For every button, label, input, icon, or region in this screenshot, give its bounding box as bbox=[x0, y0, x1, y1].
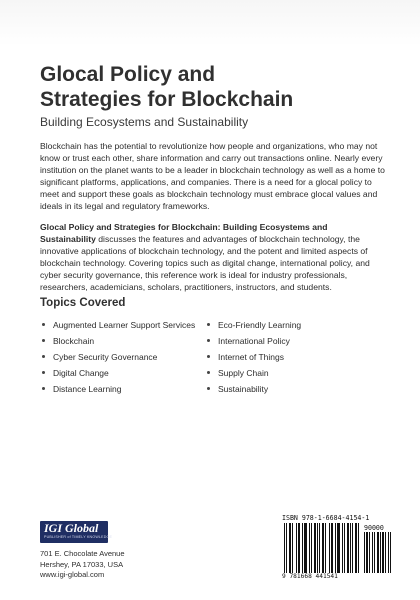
barcode-addon-icon bbox=[364, 532, 391, 573]
publisher-website: www.igi-global.com bbox=[40, 570, 105, 579]
logo-subtext: PUBLISHER of TIMELY KNOWLEDGE bbox=[44, 535, 113, 539]
title-line-1: Glocal Policy and bbox=[40, 63, 216, 86]
topic-item bbox=[40, 381, 205, 397]
bullet-icon bbox=[207, 387, 210, 390]
topic-label: Supply Chain bbox=[218, 368, 269, 378]
topic-label: International Policy bbox=[218, 336, 290, 346]
bullet-icon bbox=[207, 323, 210, 326]
book-title bbox=[40, 62, 380, 112]
topics-list bbox=[40, 317, 390, 397]
topic-item bbox=[40, 317, 205, 333]
book-subtitle: Building Ecosystems and Sustainability bbox=[40, 115, 249, 129]
topic-item bbox=[205, 365, 375, 381]
topic-label: Cyber Security Governance bbox=[53, 352, 158, 362]
barcode-digits: 9 781668 441541 bbox=[282, 573, 338, 580]
paragraph-2-text: discusses the features and advantages of blockchain technology, the innovative applications of blockchain technology, and the potent and limited aspects of blockchain technology. Covering topics such as digital change, international policy, and cyber security governance, this reference work is ideal for industry professionals, researchers, academicians, scholars, practitioners, instructors, and students. bbox=[40, 234, 370, 292]
bullet-icon bbox=[42, 323, 45, 326]
barcode-icon bbox=[284, 523, 362, 573]
address-line-1: 701 E. Chocolate Avenue bbox=[40, 549, 125, 558]
bullet-icon bbox=[42, 355, 45, 358]
address-line-2: Hershey, PA 17033, USA bbox=[40, 559, 124, 569]
igi-global-logo bbox=[40, 521, 113, 543]
topic-item bbox=[205, 349, 375, 365]
isbn-barcode-block bbox=[282, 514, 392, 584]
topic-item bbox=[40, 365, 205, 381]
topic-item bbox=[205, 333, 375, 349]
topic-item bbox=[40, 333, 205, 349]
topic-item bbox=[205, 381, 375, 397]
topic-item bbox=[205, 317, 375, 333]
bullet-icon bbox=[42, 371, 45, 374]
topics-column-left bbox=[40, 317, 205, 397]
topic-label: Augmented Learner Support Services bbox=[53, 320, 196, 330]
topic-label: Internet of Things bbox=[218, 352, 284, 362]
bullet-icon bbox=[207, 339, 210, 342]
title-line-2: Strategies for Blockchain bbox=[40, 88, 294, 111]
bullet-icon bbox=[207, 371, 210, 374]
bullet-icon bbox=[207, 355, 210, 358]
price-code: 90000 bbox=[364, 524, 384, 532]
topic-label: Sustainability bbox=[218, 384, 269, 394]
topics-column-right bbox=[205, 317, 375, 397]
top-band bbox=[0, 0, 420, 46]
paragraph-2-book-title: Glocal Policy and Strategies for Blockchain: Building Ecosystems and Sustainability bbox=[40, 222, 328, 244]
topics-heading: Topics Covered bbox=[40, 297, 126, 309]
description-paragraph-2 bbox=[40, 221, 385, 293]
bullet-icon bbox=[42, 339, 45, 342]
topic-label: Distance Learning bbox=[53, 384, 122, 394]
topic-label: Eco-Friendly Learning bbox=[218, 320, 302, 330]
description-paragraph-1: Blockchain has the potential to revolutionize how people and organizations, who may not know or trust each other, share information and carry out transactions online. Nearly every institution on the planet wants to be a leader in blockchain technology as well as a home to significant platforms, applications, and companies. There is a need for a glocal policy to meet and support these goals as blockchain technology must embrace glocal values and ideals in its legal and regulatory frameworks. bbox=[40, 141, 385, 211]
bullet-icon bbox=[42, 387, 45, 390]
isbn-label: ISBN 978-1-6684-4154-1 bbox=[282, 514, 370, 522]
topic-label: Digital Change bbox=[53, 368, 109, 378]
topic-item bbox=[40, 349, 205, 365]
publisher-address bbox=[40, 549, 125, 581]
logo-text: IGI Global bbox=[44, 521, 99, 535]
topic-label: Blockchain bbox=[53, 336, 95, 346]
